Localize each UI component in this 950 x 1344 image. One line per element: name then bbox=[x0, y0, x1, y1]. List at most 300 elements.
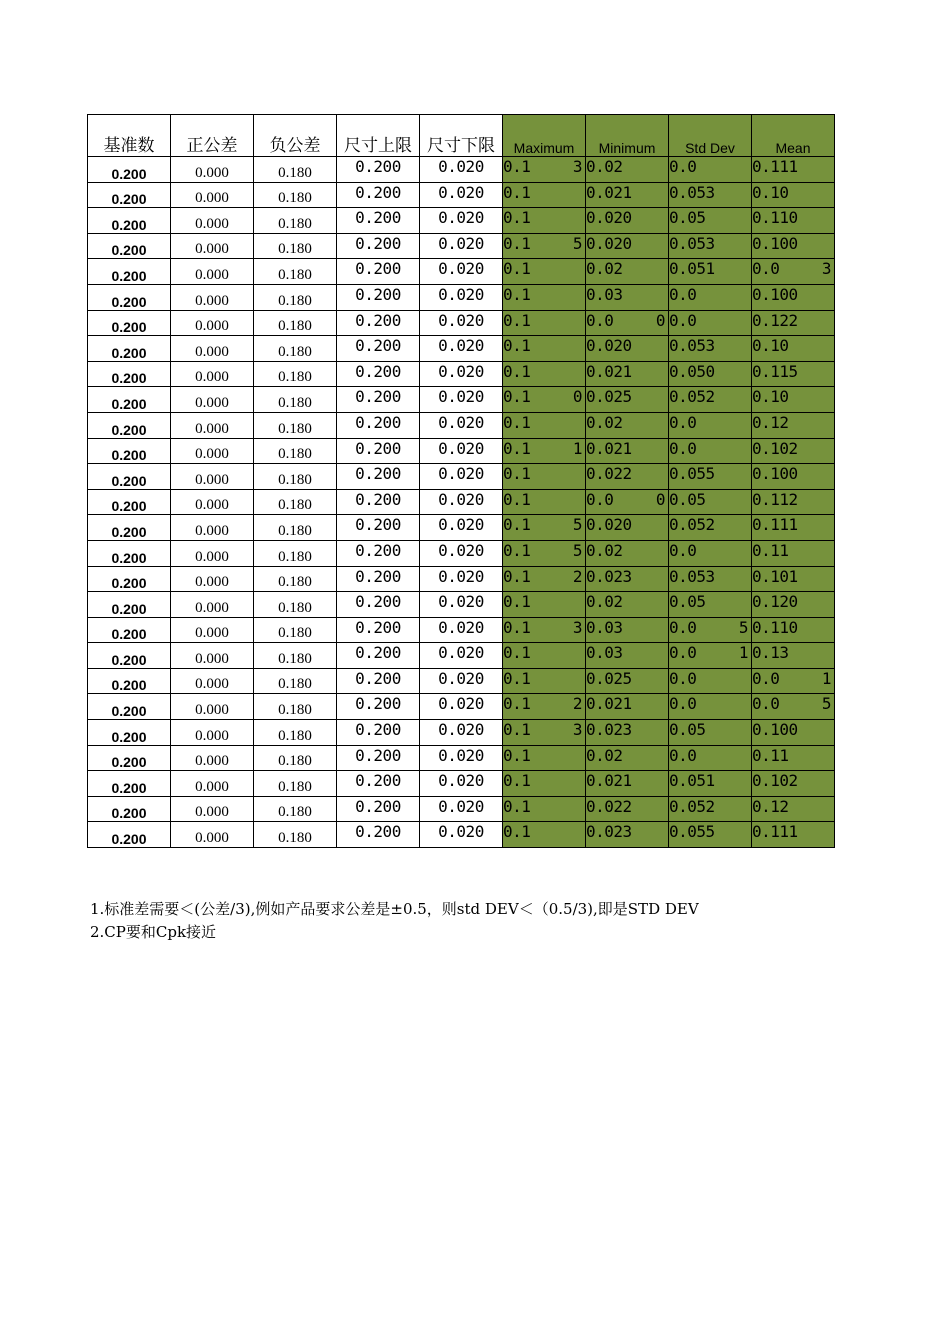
cell-value: 0.12 bbox=[752, 796, 789, 816]
cell-upper-limit: 0.200 bbox=[337, 566, 420, 592]
cell-minus-tolerance: 0.180 bbox=[254, 157, 337, 183]
cell-minus-tolerance: 0.180 bbox=[254, 796, 337, 822]
cell-plus-tolerance: 0.000 bbox=[171, 489, 254, 515]
cell-minimum bbox=[586, 284, 669, 310]
cell-maximum bbox=[503, 412, 586, 438]
cell-mean bbox=[752, 694, 835, 720]
cell-lower-limit: 0.020 bbox=[420, 745, 503, 771]
cell-lower-limit: 0.020 bbox=[420, 617, 503, 643]
cell-base: 0.200 bbox=[88, 284, 171, 310]
cell-std-dev bbox=[669, 566, 752, 592]
cell-value: 0.1 bbox=[503, 157, 531, 176]
cell-value: 0.025 bbox=[586, 668, 632, 688]
cell-base: 0.200 bbox=[88, 336, 171, 362]
cell-maximum bbox=[503, 438, 586, 464]
table-row bbox=[88, 361, 835, 387]
cell-value: 0.0 bbox=[669, 668, 697, 688]
cell-minimum bbox=[586, 259, 669, 285]
cell-value: 0.02 bbox=[586, 157, 623, 176]
cell-value: 0.053 bbox=[669, 336, 715, 356]
cell-minus-tolerance: 0.180 bbox=[254, 310, 337, 336]
cell-upper-limit: 0.200 bbox=[337, 464, 420, 490]
cell-base: 0.200 bbox=[88, 361, 171, 387]
cell-value: 0.022 bbox=[586, 796, 632, 816]
table-row bbox=[88, 489, 835, 515]
cell-value: 0.021 bbox=[586, 694, 632, 714]
cell-upper-limit: 0.200 bbox=[337, 412, 420, 438]
cell-minus-tolerance: 0.180 bbox=[254, 412, 337, 438]
cell-value: 0.1 bbox=[503, 771, 531, 791]
cell-plus-tolerance: 0.000 bbox=[171, 515, 254, 541]
cell-base: 0.200 bbox=[88, 796, 171, 822]
cell-value: 0.1 bbox=[503, 412, 531, 432]
cell-minimum bbox=[586, 515, 669, 541]
cell-value: 0.1 bbox=[503, 284, 531, 304]
cell-base: 0.200 bbox=[88, 540, 171, 566]
cell-base: 0.200 bbox=[88, 208, 171, 234]
cell-minus-tolerance: 0.180 bbox=[254, 387, 337, 413]
cell-std-dev bbox=[669, 361, 752, 387]
cell-lower-limit: 0.020 bbox=[420, 720, 503, 746]
cell-mean bbox=[752, 515, 835, 541]
cell-value: 0.115 bbox=[752, 361, 798, 381]
cell-mean bbox=[752, 720, 835, 746]
cell-value: 0.11 bbox=[752, 540, 789, 560]
cell-value: 0.1 bbox=[503, 489, 531, 509]
cell-minimum bbox=[586, 796, 669, 822]
cell-value: 0.111 bbox=[752, 515, 798, 535]
cell-value: 0.102 bbox=[752, 771, 798, 791]
table-row bbox=[88, 182, 835, 208]
cell-std-dev bbox=[669, 796, 752, 822]
cell-std-dev bbox=[669, 745, 752, 771]
cell-mean bbox=[752, 796, 835, 822]
cell-value: 0.052 bbox=[669, 387, 715, 407]
cell-mean bbox=[752, 592, 835, 618]
cell-value: 0.0 bbox=[586, 310, 614, 330]
cell-value: 0.03 bbox=[586, 284, 623, 304]
cell-base: 0.200 bbox=[88, 617, 171, 643]
cell-value: 0.111 bbox=[752, 822, 798, 842]
cell-std-dev bbox=[669, 157, 752, 183]
cell-minimum bbox=[586, 540, 669, 566]
cell-base: 0.200 bbox=[88, 643, 171, 669]
cell-base: 0.200 bbox=[88, 259, 171, 285]
cell-value: 0.1 bbox=[503, 464, 531, 484]
cell-overflow-digit: 0 bbox=[655, 489, 665, 509]
cell-value: 0.1 bbox=[503, 336, 531, 356]
cell-value: 0.0 bbox=[669, 438, 697, 458]
cell-plus-tolerance: 0.000 bbox=[171, 822, 254, 848]
cell-overflow-digit: 5 bbox=[572, 540, 582, 560]
header-upper-limit: 尺寸上限 bbox=[337, 115, 420, 157]
cell-lower-limit: 0.020 bbox=[420, 438, 503, 464]
cell-lower-limit: 0.020 bbox=[420, 566, 503, 592]
cell-plus-tolerance: 0.000 bbox=[171, 694, 254, 720]
cell-lower-limit: 0.020 bbox=[420, 822, 503, 848]
cell-value: 0.1 bbox=[503, 617, 531, 637]
cell-value: 0.0 bbox=[669, 745, 697, 765]
cell-maximum bbox=[503, 515, 586, 541]
cell-value: 0.1 bbox=[503, 387, 531, 407]
cell-std-dev bbox=[669, 694, 752, 720]
table-row bbox=[88, 157, 835, 183]
header-plus-tolerance: 正公差 bbox=[171, 115, 254, 157]
cell-plus-tolerance: 0.000 bbox=[171, 208, 254, 234]
data-table bbox=[87, 114, 835, 848]
cell-value: 0.100 bbox=[752, 464, 798, 484]
cell-base: 0.200 bbox=[88, 566, 171, 592]
cell-value: 0.1 bbox=[503, 208, 531, 228]
cell-mean bbox=[752, 489, 835, 515]
cell-minus-tolerance: 0.180 bbox=[254, 208, 337, 234]
cell-minimum bbox=[586, 822, 669, 848]
cell-std-dev bbox=[669, 182, 752, 208]
cell-value: 0.111 bbox=[752, 157, 798, 176]
cell-upper-limit: 0.200 bbox=[337, 643, 420, 669]
cell-value: 0.03 bbox=[586, 643, 623, 663]
cell-std-dev bbox=[669, 387, 752, 413]
cell-value: 0.022 bbox=[586, 464, 632, 484]
cell-value: 0.02 bbox=[586, 259, 623, 279]
cell-minus-tolerance: 0.180 bbox=[254, 515, 337, 541]
cell-value: 0.1 bbox=[503, 643, 531, 663]
cell-value: 0.0 bbox=[669, 157, 697, 176]
cell-mean bbox=[752, 336, 835, 362]
cell-std-dev bbox=[669, 643, 752, 669]
cell-upper-limit: 0.200 bbox=[337, 592, 420, 618]
cell-lower-limit: 0.020 bbox=[420, 412, 503, 438]
cell-minimum bbox=[586, 464, 669, 490]
cell-lower-limit: 0.020 bbox=[420, 361, 503, 387]
cell-upper-limit: 0.200 bbox=[337, 259, 420, 285]
cell-lower-limit: 0.020 bbox=[420, 489, 503, 515]
cell-std-dev bbox=[669, 259, 752, 285]
cell-upper-limit: 0.200 bbox=[337, 208, 420, 234]
cell-lower-limit: 0.020 bbox=[420, 387, 503, 413]
cell-mean bbox=[752, 617, 835, 643]
cell-base: 0.200 bbox=[88, 745, 171, 771]
cell-minimum bbox=[586, 233, 669, 259]
cell-value: 0.102 bbox=[752, 438, 798, 458]
cell-value: 0.020 bbox=[586, 515, 632, 535]
cell-value: 0.05 bbox=[669, 592, 706, 612]
cell-plus-tolerance: 0.000 bbox=[171, 412, 254, 438]
cell-overflow-digit: 3 bbox=[572, 157, 582, 176]
cell-plus-tolerance: 0.000 bbox=[171, 182, 254, 208]
cell-minus-tolerance: 0.180 bbox=[254, 822, 337, 848]
cell-overflow-digit: 3 bbox=[572, 720, 582, 740]
cell-value: 0.13 bbox=[752, 643, 789, 663]
cell-value: 0.0 bbox=[669, 694, 697, 714]
cell-value: 0.1 bbox=[503, 438, 531, 458]
cell-value: 0.053 bbox=[669, 566, 715, 586]
cell-overflow-digit: 0 bbox=[655, 310, 665, 330]
table-row bbox=[88, 464, 835, 490]
cell-value: 0.1 bbox=[503, 310, 531, 330]
cell-value: 0.0 bbox=[586, 489, 614, 509]
cell-std-dev bbox=[669, 668, 752, 694]
cell-minimum bbox=[586, 668, 669, 694]
cell-lower-limit: 0.020 bbox=[420, 540, 503, 566]
cell-value: 0.023 bbox=[586, 720, 632, 740]
cell-value: 0.050 bbox=[669, 361, 715, 381]
cell-upper-limit: 0.200 bbox=[337, 515, 420, 541]
cell-value: 0.1 bbox=[503, 720, 531, 740]
cell-mean bbox=[752, 464, 835, 490]
cell-value: 0.052 bbox=[669, 796, 715, 816]
cell-minus-tolerance: 0.180 bbox=[254, 464, 337, 490]
cell-value: 0.122 bbox=[752, 310, 798, 330]
cell-lower-limit: 0.020 bbox=[420, 233, 503, 259]
cell-maximum bbox=[503, 720, 586, 746]
cell-upper-limit: 0.200 bbox=[337, 796, 420, 822]
table-row bbox=[88, 822, 835, 848]
cell-plus-tolerance: 0.000 bbox=[171, 643, 254, 669]
cell-base: 0.200 bbox=[88, 720, 171, 746]
cell-value: 0.055 bbox=[669, 822, 715, 842]
cell-overflow-digit: 1 bbox=[821, 668, 831, 688]
cell-value: 0.1 bbox=[503, 745, 531, 765]
cell-plus-tolerance: 0.000 bbox=[171, 592, 254, 618]
cell-lower-limit: 0.020 bbox=[420, 592, 503, 618]
cell-value: 0.023 bbox=[586, 822, 632, 842]
cell-minus-tolerance: 0.180 bbox=[254, 361, 337, 387]
cell-std-dev bbox=[669, 412, 752, 438]
cell-plus-tolerance: 0.000 bbox=[171, 668, 254, 694]
cell-base: 0.200 bbox=[88, 412, 171, 438]
cell-minimum bbox=[586, 771, 669, 797]
cell-mean bbox=[752, 822, 835, 848]
cell-base: 0.200 bbox=[88, 489, 171, 515]
cell-value: 0.0 bbox=[669, 643, 697, 663]
header-row bbox=[88, 115, 835, 157]
cell-overflow-digit: 0 bbox=[572, 387, 582, 407]
cell-minimum bbox=[586, 489, 669, 515]
table-row bbox=[88, 643, 835, 669]
cell-base: 0.200 bbox=[88, 464, 171, 490]
cell-value: 0.1 bbox=[503, 259, 531, 279]
cell-plus-tolerance: 0.000 bbox=[171, 284, 254, 310]
cell-minus-tolerance: 0.180 bbox=[254, 566, 337, 592]
cell-mean bbox=[752, 157, 835, 183]
cell-upper-limit: 0.200 bbox=[337, 668, 420, 694]
cell-mean bbox=[752, 310, 835, 336]
table-row bbox=[88, 259, 835, 285]
cell-value: 0.02 bbox=[586, 412, 623, 432]
table-body bbox=[88, 157, 835, 848]
cell-value: 0.0 bbox=[669, 310, 697, 330]
table-row bbox=[88, 617, 835, 643]
cell-minus-tolerance: 0.180 bbox=[254, 720, 337, 746]
cell-value: 0.0 bbox=[669, 284, 697, 304]
cell-maximum bbox=[503, 233, 586, 259]
cell-overflow-digit: 1 bbox=[572, 438, 582, 458]
table-row bbox=[88, 745, 835, 771]
cell-overflow-digit: 2 bbox=[572, 566, 582, 586]
cell-std-dev bbox=[669, 617, 752, 643]
cell-lower-limit: 0.020 bbox=[420, 694, 503, 720]
cell-minus-tolerance: 0.180 bbox=[254, 745, 337, 771]
cell-value: 0.02 bbox=[586, 745, 623, 765]
cell-base: 0.200 bbox=[88, 822, 171, 848]
cell-maximum bbox=[503, 464, 586, 490]
cell-minimum bbox=[586, 182, 669, 208]
cell-upper-limit: 0.200 bbox=[337, 387, 420, 413]
cell-lower-limit: 0.020 bbox=[420, 284, 503, 310]
cell-lower-limit: 0.020 bbox=[420, 643, 503, 669]
cell-mean bbox=[752, 668, 835, 694]
cell-overflow-digit: 1 bbox=[738, 643, 748, 663]
cell-value: 0.101 bbox=[752, 566, 798, 586]
cell-plus-tolerance: 0.000 bbox=[171, 233, 254, 259]
table-row bbox=[88, 233, 835, 259]
cell-upper-limit: 0.200 bbox=[337, 540, 420, 566]
cell-value: 0.10 bbox=[752, 182, 789, 202]
cell-minus-tolerance: 0.180 bbox=[254, 771, 337, 797]
cell-maximum bbox=[503, 489, 586, 515]
cell-base: 0.200 bbox=[88, 310, 171, 336]
cell-std-dev bbox=[669, 489, 752, 515]
cell-value: 0.110 bbox=[752, 208, 798, 228]
cell-std-dev bbox=[669, 310, 752, 336]
cell-upper-limit: 0.200 bbox=[337, 182, 420, 208]
cell-mean bbox=[752, 182, 835, 208]
cell-minus-tolerance: 0.180 bbox=[254, 438, 337, 464]
table-row bbox=[88, 412, 835, 438]
cell-lower-limit: 0.020 bbox=[420, 668, 503, 694]
cell-minimum bbox=[586, 208, 669, 234]
table-row bbox=[88, 336, 835, 362]
cell-maximum bbox=[503, 387, 586, 413]
cell-upper-limit: 0.200 bbox=[337, 771, 420, 797]
cell-minimum bbox=[586, 157, 669, 183]
cell-lower-limit: 0.020 bbox=[420, 259, 503, 285]
cell-base: 0.200 bbox=[88, 771, 171, 797]
cell-std-dev bbox=[669, 284, 752, 310]
header-minus-tolerance: 负公差 bbox=[254, 115, 337, 157]
cell-upper-limit: 0.200 bbox=[337, 438, 420, 464]
cell-minimum bbox=[586, 336, 669, 362]
cell-base: 0.200 bbox=[88, 515, 171, 541]
cell-maximum bbox=[503, 540, 586, 566]
cell-plus-tolerance: 0.000 bbox=[171, 310, 254, 336]
cell-value: 0.05 bbox=[669, 720, 706, 740]
cell-maximum bbox=[503, 284, 586, 310]
header-maximum: Maximum bbox=[503, 115, 586, 157]
cell-value: 0.1 bbox=[503, 540, 531, 560]
header-std-dev: Std Dev bbox=[669, 115, 752, 157]
cell-value: 0.053 bbox=[669, 233, 715, 253]
cell-mean bbox=[752, 643, 835, 669]
cell-upper-limit: 0.200 bbox=[337, 233, 420, 259]
cell-value: 0.05 bbox=[669, 208, 706, 228]
cell-minus-tolerance: 0.180 bbox=[254, 284, 337, 310]
cell-minimum bbox=[586, 643, 669, 669]
cell-upper-limit: 0.200 bbox=[337, 720, 420, 746]
cell-plus-tolerance: 0.000 bbox=[171, 438, 254, 464]
header-lower-limit: 尺寸下限 bbox=[420, 115, 503, 157]
cell-value: 0.1 bbox=[503, 592, 531, 612]
cell-minimum bbox=[586, 310, 669, 336]
cell-value: 0.0 bbox=[669, 617, 697, 637]
header-mean: Mean bbox=[752, 115, 835, 157]
cell-minimum bbox=[586, 694, 669, 720]
cell-maximum bbox=[503, 592, 586, 618]
cell-value: 0.03 bbox=[586, 617, 623, 637]
cell-plus-tolerance: 0.000 bbox=[171, 745, 254, 771]
cell-maximum bbox=[503, 771, 586, 797]
cell-lower-limit: 0.020 bbox=[420, 157, 503, 183]
table-row bbox=[88, 796, 835, 822]
cell-lower-limit: 0.020 bbox=[420, 464, 503, 490]
cell-value: 0.1 bbox=[503, 822, 531, 842]
cell-minus-tolerance: 0.180 bbox=[254, 336, 337, 362]
cell-std-dev bbox=[669, 592, 752, 618]
cell-value: 0.112 bbox=[752, 489, 798, 509]
cell-minus-tolerance: 0.180 bbox=[254, 233, 337, 259]
cell-maximum bbox=[503, 182, 586, 208]
cell-overflow-digit: 2 bbox=[572, 694, 582, 714]
cell-plus-tolerance: 0.000 bbox=[171, 617, 254, 643]
table-row bbox=[88, 438, 835, 464]
cell-upper-limit: 0.200 bbox=[337, 822, 420, 848]
cell-minus-tolerance: 0.180 bbox=[254, 489, 337, 515]
table-row bbox=[88, 694, 835, 720]
cell-minimum bbox=[586, 361, 669, 387]
cell-lower-limit: 0.020 bbox=[420, 182, 503, 208]
cell-value: 0.055 bbox=[669, 464, 715, 484]
cell-plus-tolerance: 0.000 bbox=[171, 336, 254, 362]
table-row bbox=[88, 720, 835, 746]
cell-upper-limit: 0.200 bbox=[337, 489, 420, 515]
cell-plus-tolerance: 0.000 bbox=[171, 771, 254, 797]
cell-value: 0.051 bbox=[669, 259, 715, 279]
cell-value: 0.100 bbox=[752, 284, 798, 304]
cell-std-dev bbox=[669, 438, 752, 464]
cell-mean bbox=[752, 387, 835, 413]
cell-overflow-digit: 5 bbox=[572, 233, 582, 253]
cell-maximum bbox=[503, 822, 586, 848]
cell-minus-tolerance: 0.180 bbox=[254, 540, 337, 566]
table-row bbox=[88, 540, 835, 566]
cell-minimum bbox=[586, 438, 669, 464]
cell-value: 0.0 bbox=[752, 694, 780, 714]
cell-value: 0.0 bbox=[752, 259, 780, 279]
cell-maximum bbox=[503, 566, 586, 592]
cell-value: 0.0 bbox=[669, 540, 697, 560]
cell-overflow-digit: 3 bbox=[572, 617, 582, 637]
cell-std-dev bbox=[669, 464, 752, 490]
cell-value: 0.12 bbox=[752, 412, 789, 432]
cell-value: 0.02 bbox=[586, 592, 623, 612]
cell-maximum bbox=[503, 208, 586, 234]
cell-plus-tolerance: 0.000 bbox=[171, 566, 254, 592]
cell-mean bbox=[752, 361, 835, 387]
cell-value: 0.020 bbox=[586, 336, 632, 356]
cell-value: 0.0 bbox=[669, 412, 697, 432]
cell-value: 0.025 bbox=[586, 387, 632, 407]
cell-mean bbox=[752, 284, 835, 310]
table-row bbox=[88, 310, 835, 336]
cell-mean bbox=[752, 745, 835, 771]
cell-value: 0.021 bbox=[586, 438, 632, 458]
cell-value: 0.052 bbox=[669, 515, 715, 535]
cell-value: 0.1 bbox=[503, 796, 531, 816]
cell-maximum bbox=[503, 361, 586, 387]
cell-maximum bbox=[503, 336, 586, 362]
cell-value: 0.10 bbox=[752, 336, 789, 356]
